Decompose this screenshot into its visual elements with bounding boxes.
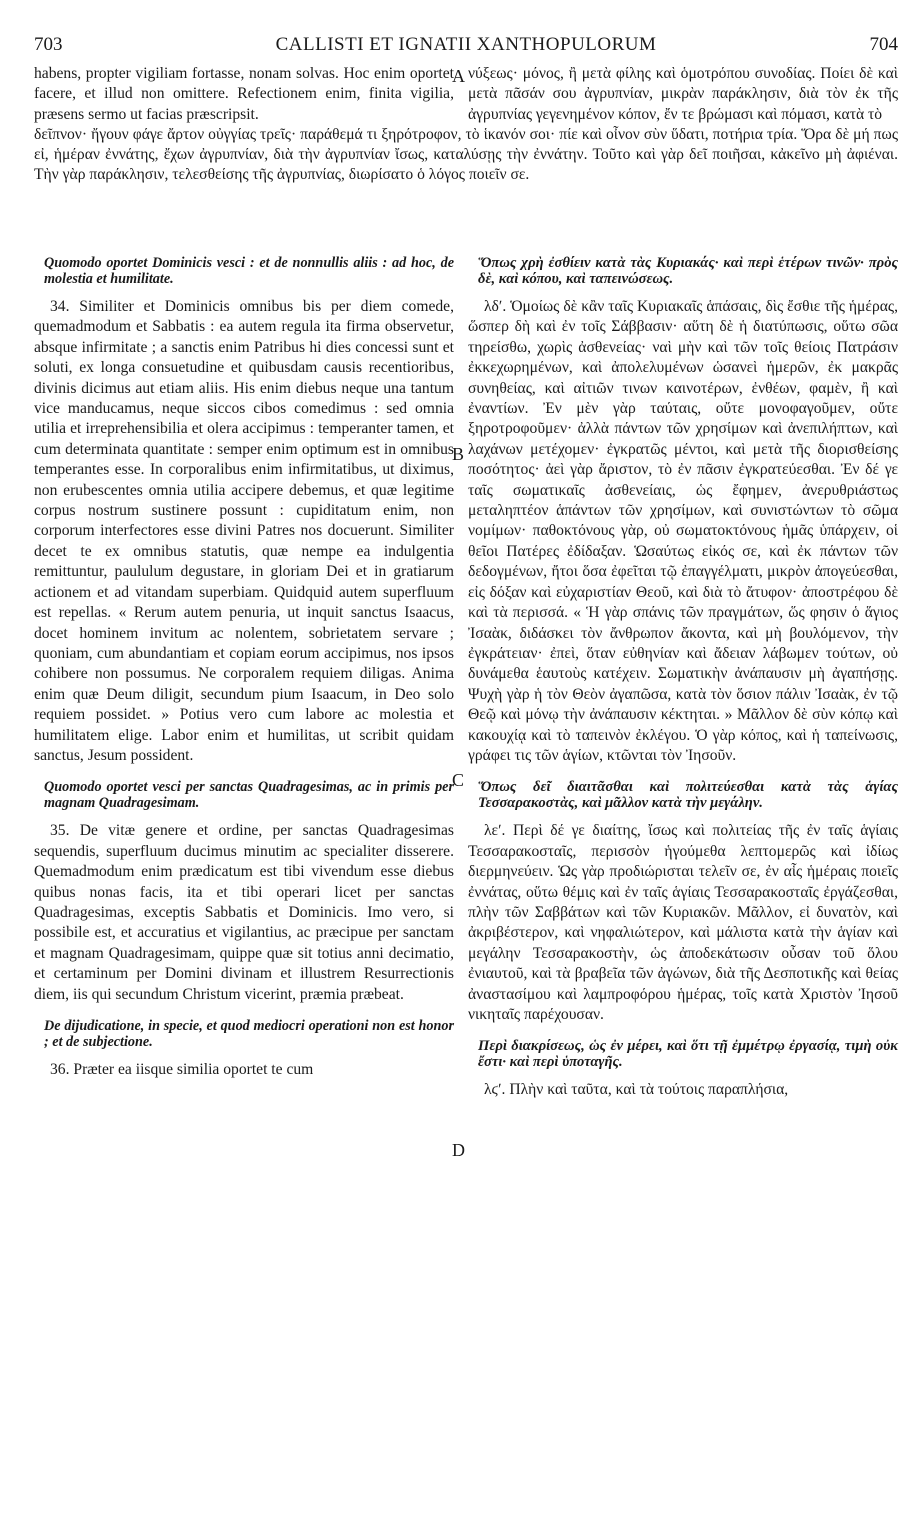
greek-opening-text: νύξεως· μόνος, ἢ μετὰ φίλης καὶ ὁμοτρόπου συνοδίας. Ποίει δὲ καὶ μετὰ πᾶσάν σου ἀγρυπνίαν, μικρὰν παράκλησιν, διὰ τὸν ἐκ τῆς ἀγρυπνίας γεγενημένον κόπον, ἔν τε βρώμασι καὶ πόμασι, κατὰ τὸ [468, 65, 898, 123]
greek-heading-34: Ὅπως χρὴ ἐσθίειν κατὰ τὰς Κυριακάς· καὶ περὶ ἑτέρων τινῶν· πρὸς δὲ, καὶ κόπου, καὶ ταπεινώσεως. [478, 255, 898, 287]
greek-paragraph-35: λεʹ. Περὶ δέ γε διαίτης, ἴσως καὶ πολιτείας τῆς ἐν ταῖς ἁγίαις Τεσσαρακοσταῖς, περισσὸν ἡγούμεθα λεπτομερῶς καὶ ἰδίως διερμηνεύειν. Ὡς γὰρ προδιώρισται τελεῖν σε, ἐν αἷς ἡμέραις ποιεῖς ἐννάτας, οὕτω θέμις καὶ ἐν ταῖς ἁγίαις Τεσσαρακοσταῖς ἐργάζεσθαι, πλὴν τῶν Σαββάτων καὶ τῶν Κυριακῶν. Μᾶλλον, εἰ δυνατὸν, καὶ ἀκριβέστερον, καὶ νηφαλιώτερον, καὶ μάλιστα κατὰ τὴν ἁγίαν καὶ μεγάλην Τεσσαρακοστὴν, ὡς ἀποδεκάτωσιν οὖσαν τοῦ ὅλου ἐνιαυτοῦ, καὶ τὰ βραβεῖα τῶν ἀγώνων, διὰ τῆς Δεσποτικῆς καὶ θείας ἀναστασίμου καὶ λαμπροφόρου ἡμέρας, τοῖς κατὰ Χριστὸν Ἰησοῦ νικηταῖς παρέχουσαν. [468, 822, 898, 1023]
running-title: CALLISTI ET IGNATII XANTHOPULORUM [275, 34, 657, 55]
latin-column [34, 256, 454, 1115]
page-header [34, 34, 898, 58]
parallel-columns [34, 256, 898, 1115]
latin-paragraph-34: 34. Similiter et Dominicis omnibus bis per diem comede, quemadmodum et Sabbatis : ea autem regula ita firma observetur, absque infirmitate ; a sanctis enim Patribus hi dies concessi sunt et soluti, ex longa consuetudine et quibusdam causis recentioribus, divinis dicimus aut etiam aliis. His enim diebus neque una tantum vice manducamus, neque siccos cibos comedimus : sed omnia utilia et irreprehensibilia et olera accipimus : temperanter tamen, et cum determinata quantitate : semper enim optimum est in omnibus temperantes esse. In corporalibus enim infirmitatibus, ut diximus, non erubescentes omnia utilia accipere debemus, et quæ legitime corpus nostrum sustinere possunt : cupiditatum enim, non corporum interfectores esse divini Patres nos docuerunt. Similiter decet te ex omnibus statutis, quæ nempe ea indulgentia remittuntur, paululum degustare, in gloriam Dei et in gratiarum actionem et ad vitandam superbiam. Quidquid autem superfluum est repellas. « Rerum autem penuria, ut inquit sanctus Isaacus, docet hominem invitum ac nolentem, sobrietatem servare ; quoniam, cum abundantiam et copiam eorum accipimus, nos ipsos cohibere non possumus. Ne corporalem requiem diligas. Anima enim quæ Deum diligit, secundum pium Isaacum, in Deo solo requiem possidet. » Potius vero cum labore ac molestia et humilitatem elige. Labor enim et humilitas, ut scribit quidam sanctus, Jesum possident. [34, 298, 454, 764]
greek-paragraph-34: λδʹ. Ὁμοίως δὲ κἂν ταῖς Κυριακαῖς ἁπάσαις, δὶς ἔσθιε τῆς ἡμέρας, ὥσπερ δὴ καὶ ἐν τοῖς Σάββασιν· αὕτη δὲ ἡ διατύπωσις, οὕτω σῶα τηρείσθω, χωρὶς ἀσθενείας· ναὶ μὴν καὶ τῶν τοῖς θείοις Πατράσιν ἐκκεχωρημένων, καὶ ἀπολελυμένων ὡσανεὶ ἡμερῶν, ἐκ μακρᾶς συνηθείας, καὶ αἰτιῶν τινων καινοτέρων, ἐνθέων, φαμὲν, ἢ καὶ ἐναντίων. Ἐν μὲν γὰρ ταύταις, οὔτε μονοφαγοῦμεν, οὔτε ξηροτροφοῦμεν· ἀλλὰ πάντων τῶν χρησίμων καὶ ἀνεπιλήπτων, καὶ λαχάνων μετέχομεν· ἐγκρατῶς μέντοι, καὶ μετὰ τῆς διορισθείσης ποσότητος· ἀεὶ γὰρ ἄριστον, τὸ ἐν πᾶσιν ἐγκρατεύεσθαι. Ἐν δέ γε ταῖς σωματικαῖς ἀσθενείαις, ὡς ἔφημεν, ἀνερυθριάστως μεταληπτέον ἁπάντων τῶν χρησίμων, καὶ συνιστώντων τὸ σῶμα νομίμων· παθοκτόνους γὰρ, οὐ σωματοκτόνους ἡμᾶς ὑπάρχειν, οἱ θεῖοι Πατέρες ἐδίδαξαν. Ὡσαύτως εἰκός σε, καὶ ἐκ πάντων τῶν δεδογμένων, ἤτοι ὅσα ἐφεῖται τῷ ἐπαγγέλματι, μικρὸν ἀπογεύεσθαι, εἰς δόξαν καὶ εὐχαριστίαν Θεοῦ, καὶ διὰ τὸ ἄτυφον· ἀποστρέφου δὲ καὶ τὰ περισσά. « Ἡ γὰρ σπάνις τῶν πραγμάτων, ὥς φησιν ὁ ἅγιος Ἰσαὰκ, διδάσκει τὸν ἄνθρωπον ἄκοντα, καὶ μὴ βουλόμενον, τὴν ἐγκράτειαν· ἐπεὶ, ὅταν εὐθηνίαν καὶ ἄδειαν λάβωμεν τούτων, οὐ δυνάμεθα ἑαυτοὺς κατέχειν. Σωματικὴν ἀνάπαυσιν μὴ ἀγαπήσῃς. Ψυχὴ γὰρ ἡ τὸν Θεὸν ἀγαπῶσα, κατὰ τὸν ὅσιον πάλιν Ἰσαὰκ, ἐν τῷ Θεῷ καὶ μόνῳ τὴν ἀνάπαυσιν κέκτηται. » Μᾶλλον δὲ σὺν κόπῳ καὶ κακουχίᾳ καὶ τὸ ταπεινὸν ἐκλέγου. Ὁ γὰρ κόπος, καὶ ἡ ταπείνωσις, γράφει τις τῶν ἁγίων, κτῶνται τὸν Ἰησοῦν. [468, 298, 898, 764]
latin-heading-34: Quomodo oportet Dominicis vesci : et de nonnullis aliis : ad hoc, de molestia et humilitate. [44, 255, 454, 287]
latin-paragraph-36: 36. Præter ea iisque similia oportet te cum [50, 1061, 314, 1078]
latin-heading-35: Quomodo oportet vesci per sanctas Quadragesimas, ac in primis per magnam Quadragesimam. [44, 779, 454, 811]
page-number-left: 703 [34, 34, 63, 55]
latin-heading-36: De dijudicatione, in specie, et quod mediocri operationi non est honor ; et de subjectione. [44, 1018, 454, 1050]
latin-opening-text: habens, propter vigiliam fortasse, nonam solvas. Hoc enim oportet facere, et illud non omittere. Refectionem enim, finita vigilia, præsens sermo ut facias præscripsit. [34, 65, 454, 123]
greek-column [468, 256, 898, 1115]
greek-fullwidth-text: δεῖπνον· ἤγουν φάγε ἄρτον οὐγγίας τρεῖς· παράθεμά τι ξηρότροφον, τὸ ἱκανόν σοι· πίε καὶ οἶνον σὺν ὕδατι, ποτήρια τρία. Ὅρα δὲ μή πως εἰ, ἡμέραν ἐννάτης, ἔχων ἀγρυπνίαν, διὰ τὴν ἀγρυπνίαν ἴσως, καταλύσῃς τὴν ἐννάτην. Τοῦτο καὶ γὰρ δεῖ ποιῆσαι, κἀκεῖνο μὴ ἀφιέναι. Τὴν γὰρ παράκλησιν, τελεσθείσης τῆς ἀγρυπνίας, διωρίσατο ὁ λόγος ποιεῖν σε. [34, 125, 898, 184]
margin-marker-a: A [452, 66, 465, 86]
page-number-right: 704 [869, 34, 898, 55]
greek-paragraph-36: λϛʹ. Πλὴν καὶ ταῦτα, καὶ τὰ τούτοις παραπλήσια, [484, 1081, 789, 1099]
greek-heading-35: Ὅπως δεῖ διαιτᾶσθαι καὶ πολιτεύεσθαι κατὰ τὰς ἁγίας Τεσσαρακοστὰς, καὶ μᾶλλον κατὰ τὴν μεγάλην. [478, 779, 898, 811]
latin-paragraph-35: 35. De vitæ genere et ordine, per sanctas Quadragesimas sequendis, superfluum ducimus minutim ac specialiter disserere. Quemadmodum enim prædicatum est tibi vivendum esse diebus quibus nonas facis, ita et tibi operari licet per sanctas Quadragesimas, exceptis Sabbatis et Dominicis. Imo vero, si possibile est, et accuratius et vigilantius, ac præcipue per sanctam et magnam Quadragesimam, quippe quæ sit totius anni decimatio, et certaminum per Domini divinam et illustrem Resurrectionis diem, iis qui secundum Christum vicerint, præmia præbeat. [34, 822, 454, 1003]
margin-marker-c: C [452, 770, 465, 790]
greek-heading-36: Περὶ διακρίσεως, ὡς ἐν μέρει, καὶ ὅτι τῇ ἐμμέτρῳ ἐργασίᾳ, τιμὴ οὐκ ἔστι· καὶ περὶ ὑποταγῆς. [478, 1038, 898, 1070]
margin-marker-d: D [452, 1140, 465, 1160]
opening-block [34, 64, 898, 186]
margin-marker-b: B [452, 444, 465, 464]
